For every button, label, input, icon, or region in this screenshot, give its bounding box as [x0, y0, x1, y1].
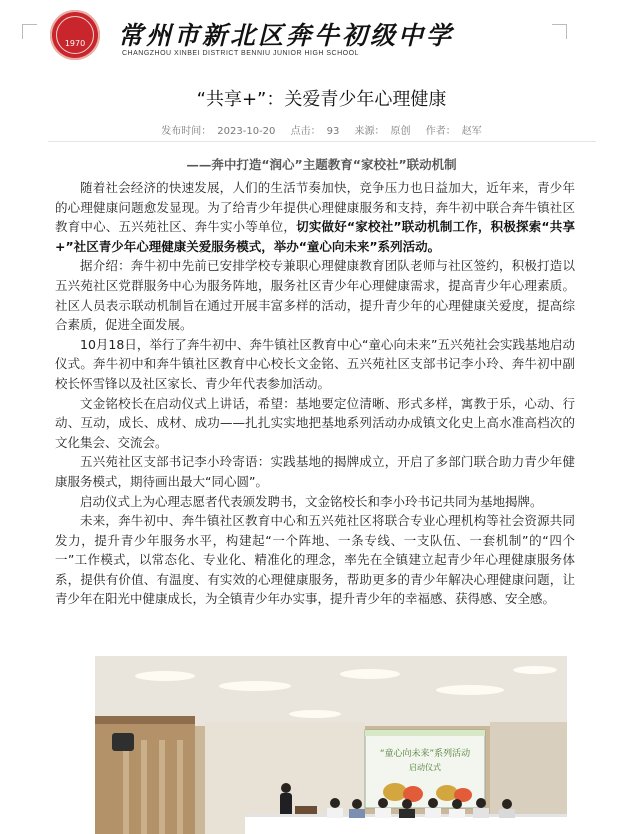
school-name-cn: 常州市新北区奔牛初级中学	[118, 21, 455, 50]
title-divider	[48, 141, 596, 142]
paragraph-2: 据介绍：奔牛初中先前已安排学校专兼职心理健康教育团队老师与社区签约，积极打造以五兴苑社区党群服务中心为服务阵地，服务社区青少年心理健康需求，提高青少年心理素质。社区人员表示联动机制旨在通过开展丰富多样的活动，提升青少年的心理健康关爱度，提高综合素质，促进全面发展。	[55, 258, 575, 333]
school-name-en: CHANGZHOU XINBEI DISTRICT BENNIU JUNIOR HIGH SCHOOL	[122, 50, 359, 57]
paragraph-6: 启动仪式上为心理志愿者代表颁发聘书，文金铭校长和李小玲书记共同为基地揭牌。	[80, 493, 543, 509]
article-source: 原创	[390, 126, 411, 137]
paragraph-4: 文金铭校长在启动仪式上讲话，希望：基地要定位清晰、形式多样，寓教于乐，心动、行动、互动，成长、成材、成功——扎扎实实地把基地系列活动办成镇文化史上高水准高档次的文化集会、交流会。	[55, 395, 575, 450]
hit-count: 93	[326, 126, 340, 137]
site-header	[40, 6, 560, 66]
event-photo[interactable]	[95, 656, 567, 834]
article-author: 赵军	[461, 126, 482, 137]
paragraph-5: 五兴苑社区支部书记李小玲寄语：实践基地的揭牌成立，开启了多部门联合助力青少年健康服务模式，期待画出最大“同心圆”。	[55, 454, 575, 489]
banner-line-2: 启动仪式	[409, 763, 441, 772]
event-photo-illustration	[95, 656, 567, 834]
paragraph-1: 随着社会经济的快速发展，人们的生活节奏加快，竞争压力也日益加大，近年来，青少年的心理健康问题愈发显现。为了给青少年提供心理健康服务和支持，奔牛初中联合奔牛镇社区教育中心、五兴苑社区、奔牛实小等单位，切实做好“家校社”联动机制工作，积极探索“共享+”社区青少年心理健康关爱服务模式，举办“童心向未来”系列活动。	[55, 180, 575, 254]
article-title: “共享+”：关爱青少年心理健康	[196, 89, 447, 110]
corner-mark-left	[22, 24, 37, 39]
paragraph-3: 10月18日，举行了奔牛初中、奔牛镇社区教育中心“童心向未来”五兴苑社会实践基地启动仪式。奔牛初中和奔牛镇社区教育中心校长文金铭、五兴苑社区支部书记李小玲、奔牛初中副校长怀雪锋以及社区家长、青少年代表参加活动。	[55, 336, 575, 391]
publish-time: 2023-10-20	[217, 126, 276, 137]
school-logo[interactable]	[50, 10, 100, 60]
article-subtitle: ——奔中打造“润心”主题教育“家校社”联动机制	[186, 157, 457, 172]
article-body	[55, 178, 575, 609]
article-meta: 发布时间： 2023-10-20 点击： 93 来源： 原创 作者： 赵军	[161, 126, 482, 137]
logo-year: 1970	[64, 39, 86, 48]
paragraph-1-bold: 切实做好“家校社”联动机制工作，积极探索“共享+”社区青少年心理健康关爱服务模式，举办“童心向未来”系列活动。	[55, 219, 575, 254]
banner-line-1: “童心向未来”系列活动	[379, 749, 471, 759]
paragraph-7: 未来，奔牛初中、奔牛镇社区教育中心和五兴苑社区将联合专业心理机构等社会资源共同发力，提升青少年服务水平，构建起“一个阵地、一条专线、一支队伍、一套机制”的“四个一”工作模式，以常态化、专业化、精准化的理念，率先在全镇建立起青少年心理健康服务体系，提供有价值、有温度、有实效的心理健康服务，帮助更多的青少年解决心理健康问题，让青少年在阳光中健康成长，为全镇青少年办实事，提升青少年的幸福感、获得感、安全感。	[55, 513, 575, 607]
